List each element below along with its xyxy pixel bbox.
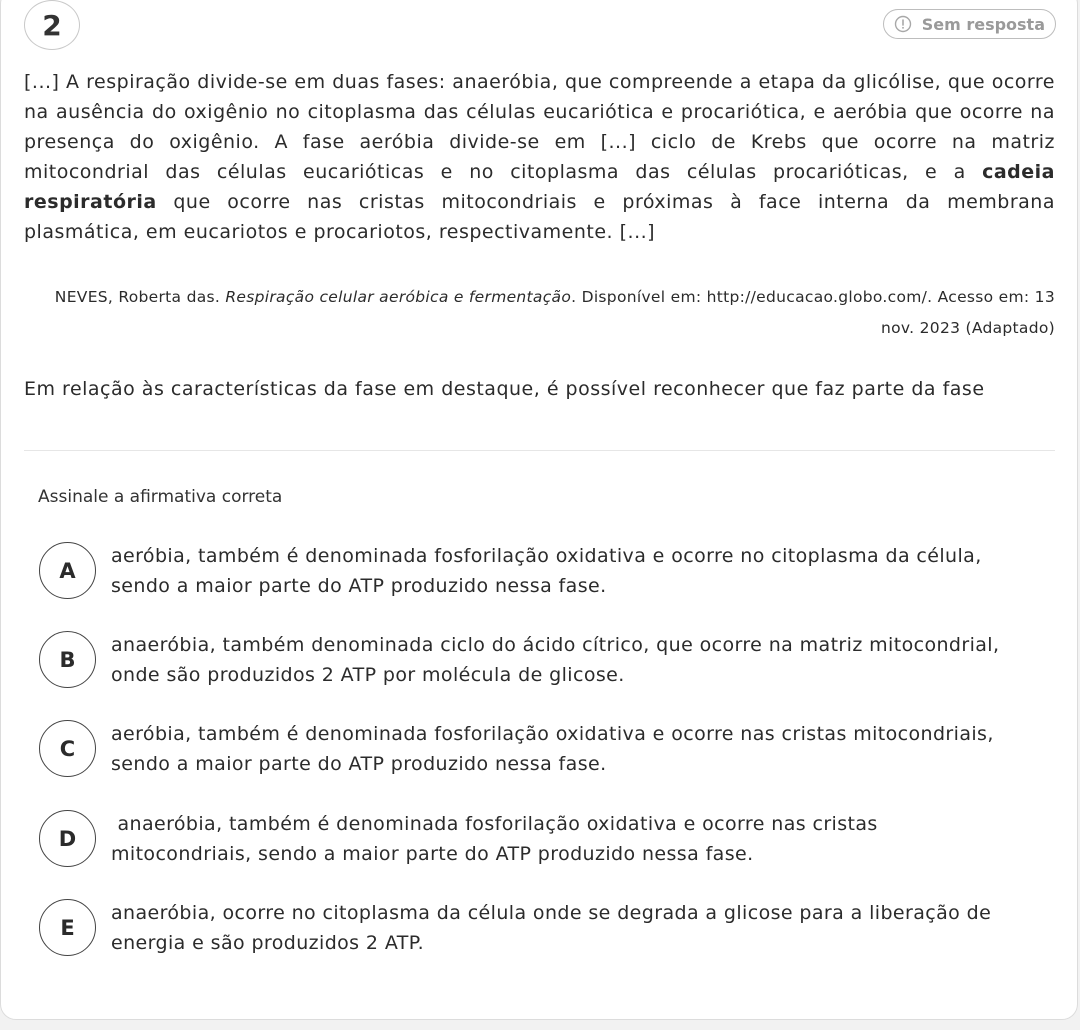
option-text-b[interactable]: anaeróbia, também denominada ciclo do ácido cítrico, que ocorre na matriz mitocondrial, onde são produzidos 2 ATP por molécula de glicose.	[111, 634, 1000, 686]
status-badge	[883, 9, 1056, 39]
statement-part-2: que ocorre nas cristas mitocondriais e próximas à face interna da membrana plasmática, em eucariotos e procariotos, respectivamente. [...]	[24, 191, 1055, 243]
statement-highlight: cadeia respiratória	[24, 161, 1055, 213]
statement-part-1: [...] A respiração divide-se em duas fases: anaeróbia, que compreende a etapa da glicólise, que ocorre na ausência do oxigênio no citoplasma das células eucariótica e procariótica, e aeróbia que ocorre na presença do oxigênio. A fase aeróbia divide-se em [...] ciclo de Krebs que ocorre na matriz mitocondrial das células eucarióticas e no citoplasma das células procarióticas, e a	[24, 71, 1055, 183]
option-text-d[interactable]: anaeróbia, também é denominada fosforilação oxidativa e ocorre nas cristas mitocondriais, sendo a maior parte do ATP produzido nessa fase.	[111, 813, 885, 865]
question-number: 2	[24, 0, 80, 50]
question-prompt: Em relação às características da fase em destaque, é possível reconhecer que faz parte da fase	[24, 378, 985, 400]
option-text-e[interactable]: anaeróbia, ocorre no citoplasma da célula onde se degrada a glicose para a liberação de energia e são produzidos 2 ATP.	[111, 902, 992, 954]
option-d[interactable]	[38, 810, 1038, 870]
option-letter-c[interactable]: C	[39, 720, 96, 777]
option-letter-a[interactable]: A	[39, 542, 96, 599]
instruction-label: Assinale a afirmativa correta	[38, 487, 283, 507]
citation-author: NEVES, Roberta das.	[54, 288, 226, 306]
citation-title: Respiração celular aeróbica e fermentação	[225, 288, 572, 306]
option-letter-e[interactable]: E	[39, 899, 96, 956]
question-statement	[24, 67, 1055, 247]
citation	[24, 282, 1055, 344]
divider	[24, 450, 1055, 451]
option-a[interactable]	[38, 542, 1038, 602]
citation-rest: . Disponível em: http://educacao.globo.com/. Acesso em: 13 nov. 2023 (Adaptado)	[571, 288, 1055, 337]
info-circle-icon	[894, 15, 912, 33]
option-c[interactable]	[38, 720, 1038, 780]
option-letter-b[interactable]: B	[39, 631, 96, 688]
option-text-a[interactable]: aeróbia, também é denominada fosforilação oxidativa e ocorre no citoplasma da célula, sendo a maior parte do ATP produzido nessa fase.	[111, 545, 982, 597]
option-e[interactable]	[38, 899, 1038, 959]
option-text-c[interactable]: aeróbia, também é denominada fosforilação oxidativa e ocorre nas cristas mitocondriais, sendo a maior parte do ATP produzido nessa fase.	[111, 723, 994, 775]
status-label: Sem resposta	[921, 14, 1045, 34]
option-letter-d[interactable]: D	[39, 810, 96, 867]
option-b[interactable]	[38, 631, 1038, 691]
